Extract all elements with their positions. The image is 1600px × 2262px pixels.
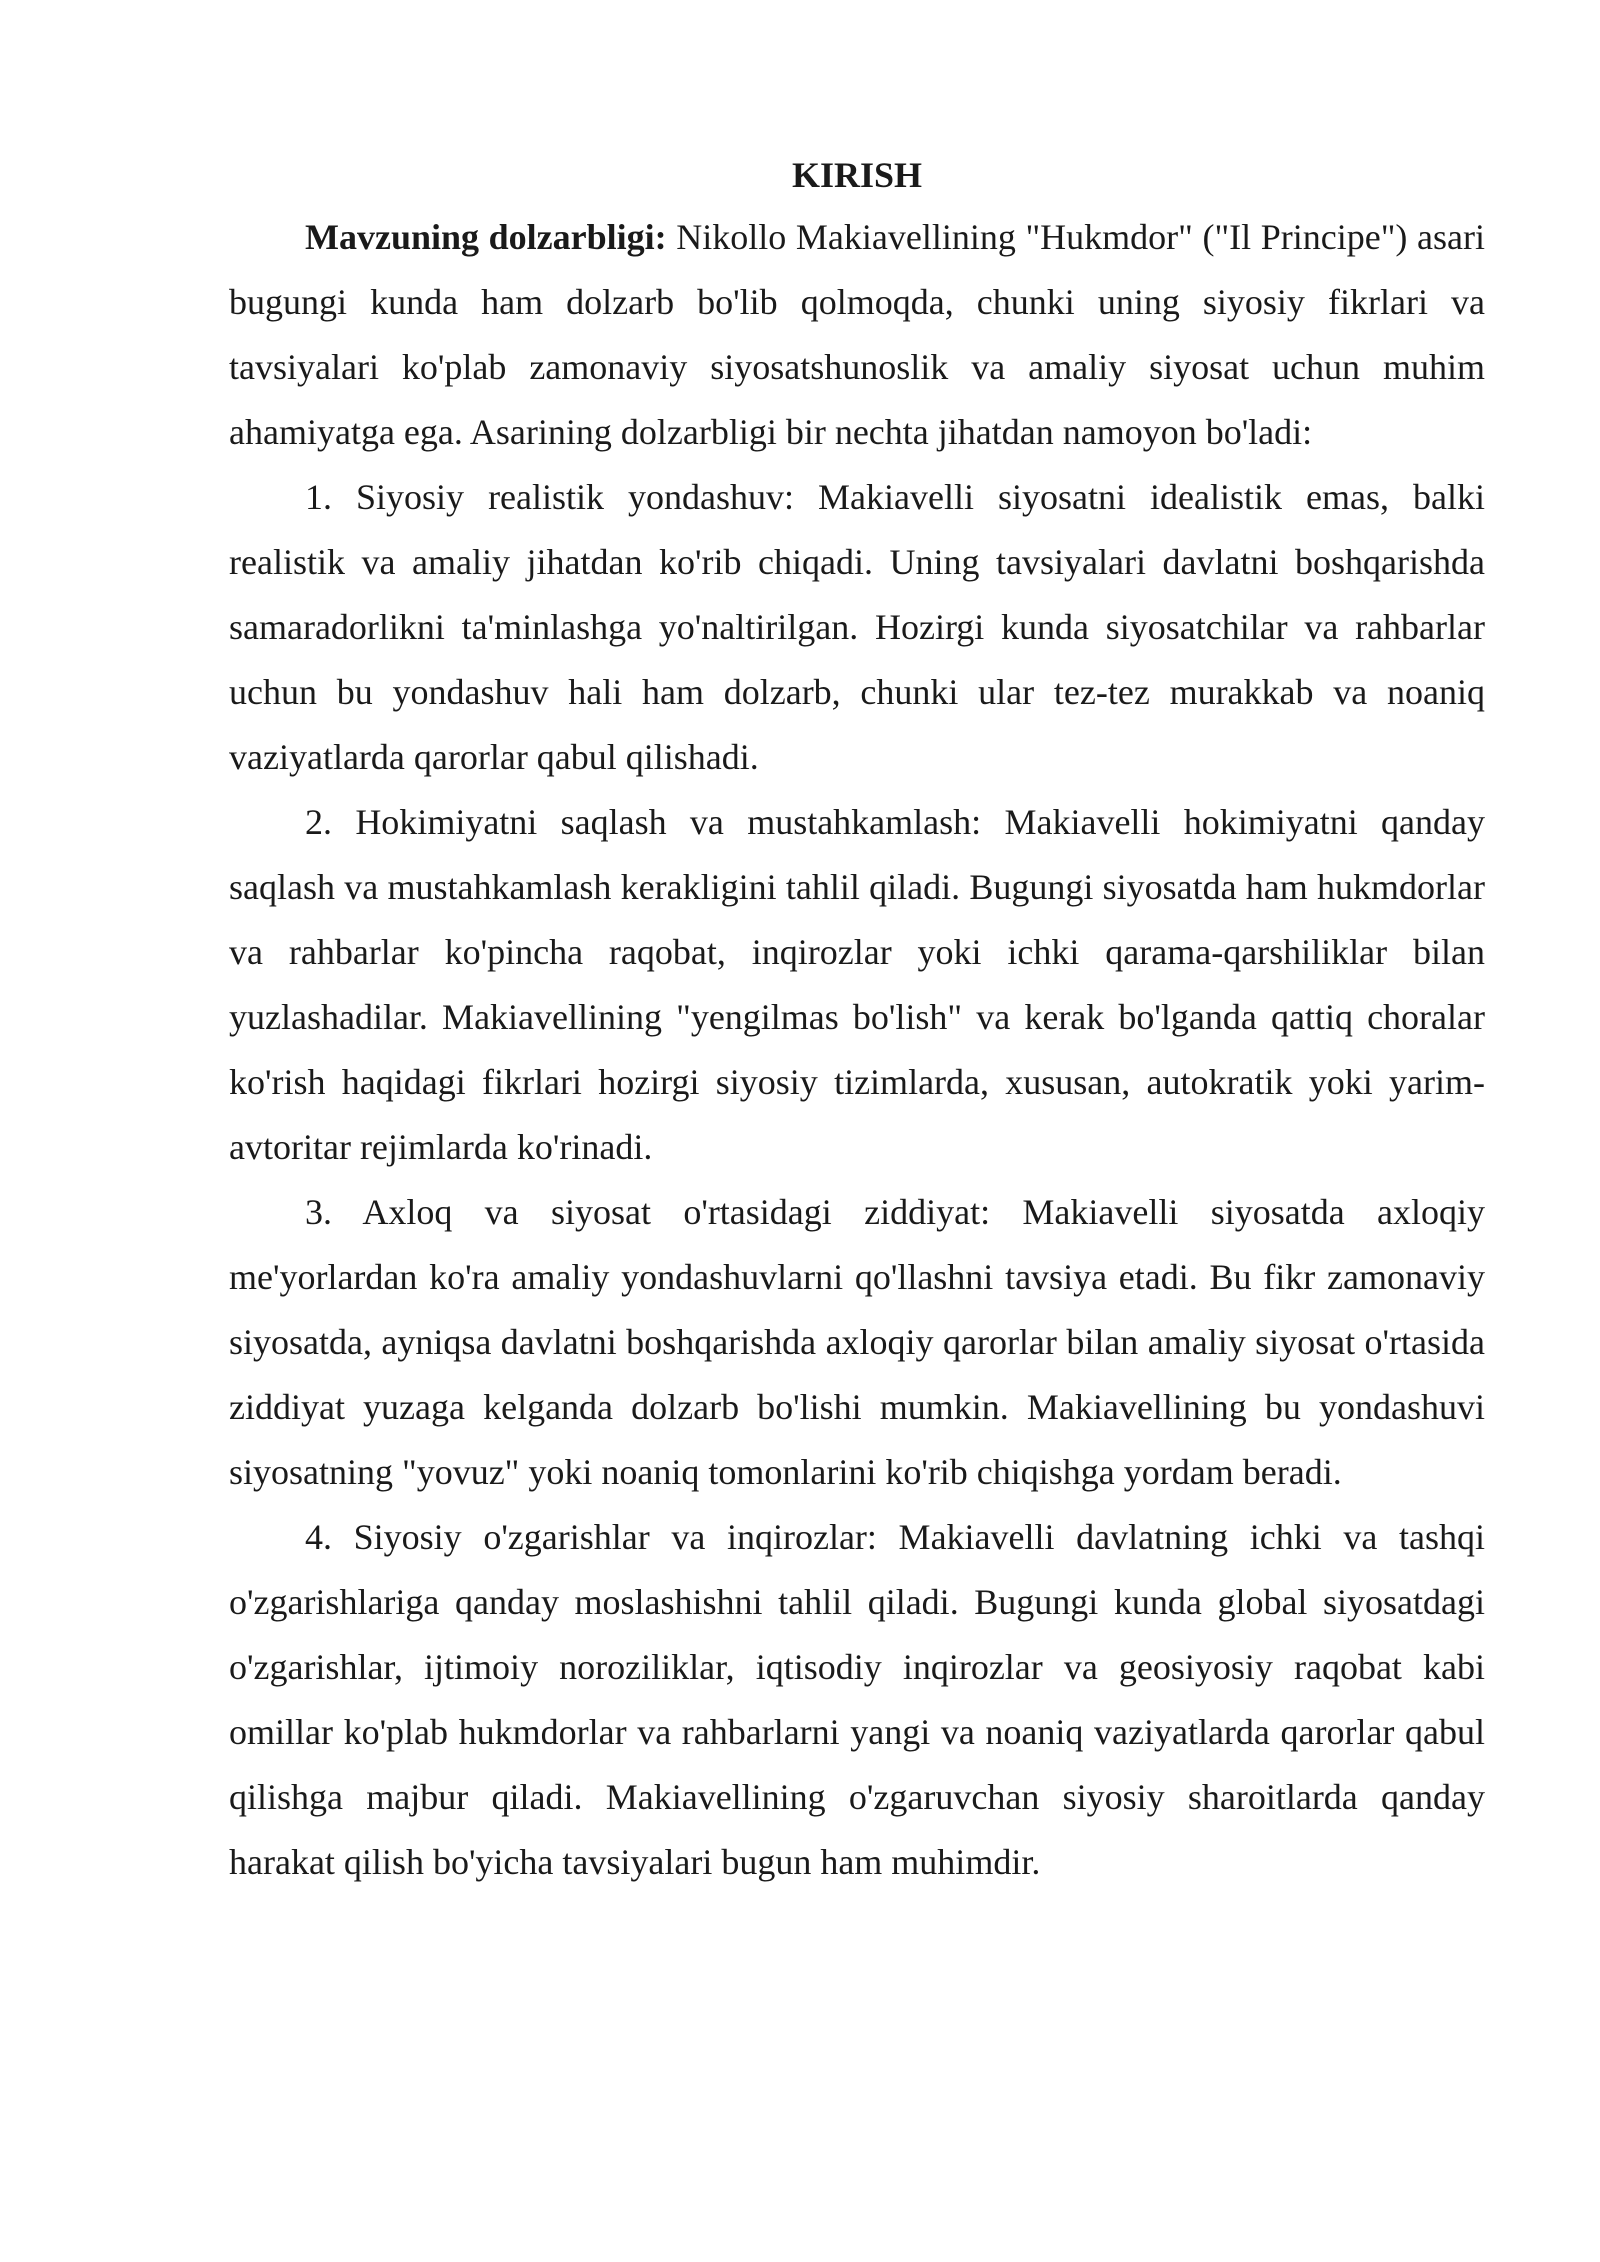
intro-label: Mavzuning dolzarbligi: — [305, 217, 667, 257]
list-item-4: 4. Siyosiy o'zgarishlar va inqirozlar: Makiavelli davlatning ichki va tashqi o'zgarishlariga qanday moslashishni tahlil qiladi. Bugungi kunda global siyosatdagi o'zgarishlar, ijtimoiy noroziliklar, iqtisodiy inqirozlar va geosiyosiy raqobat kabi omillar ko'plab hukmdorlar va rahbarlarni yangi va noaniq vaziyatlarda qarorlar qabul qilishga majbur qiladi. Makiavellining o'zgaruvchan siyosiy sharoitlarda qanday harakat qilish bo'yicha tavsiyalari bugun ham muhimdir. — [229, 1517, 1485, 1882]
intro-paragraph — [229, 205, 1485, 465]
list-item-3: 3. Axloq va siyosat o'rtasidagi ziddiyat: Makiavelli siyosatda axloqiy me'yorlardan ko'ra amaliy yondashuvlarni qo'llashni tavsiya etadi. Bu fikr zamonaviy siyosatda, ayniqsa davlatni boshqarishda axloqiy qarorlar bilan amaliy siyosat o'rtasida ziddiyat yuzaga kelganda dolzarb bo'lishi mumkin. Makiavellining bu yondashuvi siyosatning "yovuz" yoki noaniq tomonlarini ko'rib chiqishga yordam beradi. — [229, 1192, 1485, 1492]
list-item-1: 1. Siyosiy realistik yondashuv: Makiavelli siyosatni idealistik emas, balki realistik va amaliy jihatdan ko'rib chiqadi. Uning tavsiyalari davlatni boshqarishda samaradorlikni ta'minlashga yo'naltirilgan. Hozirgi kunda siyosatchilar va rahbarlar uchun bu yondashuv hali ham dolzarb, chunki ular tez-tez murakkab va noaniq vaziyatlarda qarorlar qabul qilishadi. — [229, 477, 1485, 777]
document-body — [229, 145, 1485, 1895]
list-item-2: 2. Hokimiyatni saqlash va mustahkamlash: Makiavelli hokimiyatni qanday saqlash va mustahkamlash kerakligini tahlil qiladi. Bugungi siyosatda ham hukmdorlar va rahbarlar ko'pincha raqobat, inqirozlar yoki ichki qarama-qarshiliklar bilan yuzlashadilar. Makiavellining "yengilmas bo'lish" va kerak bo'lganda qattiq choralar ko'rish haqidagi fikrlari hozirgi siyosiy tizimlarda, xususan, autokratik yoki yarim-avtoritar rejimlarda ko'rinadi. — [229, 802, 1485, 1167]
section-heading: KIRISH — [791, 155, 923, 195]
intro-text: Nikollo Makiavellining "Hukmdor" ("Il Principe") asari bugungi kunda ham dolzarb bo'lib qolmoqda, chunki uning siyosiy fikrlari va tavsiyalari ko'plab zamonaviy siyosatshunoslik va amaliy siyosat uchun muhim ahamiyatga ega. Asarining dolzarbligi bir nechta jihatdan namoyon bo'ladi: — [229, 217, 1485, 452]
